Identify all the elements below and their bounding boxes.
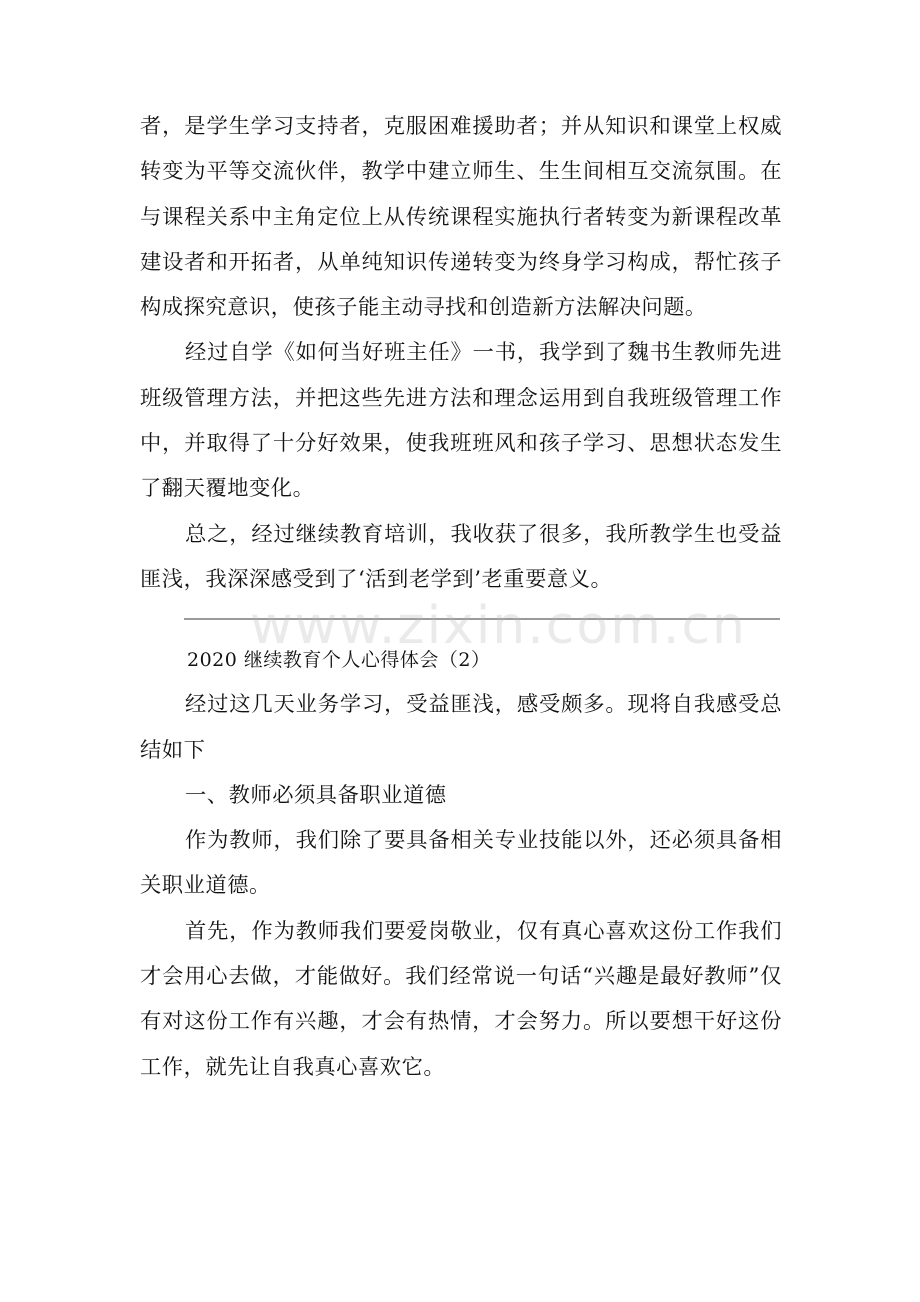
section-divider — [184, 618, 780, 620]
paragraph: 首先，作为教师我们要爱岗敬业，仅有真心喜欢这份工作我们才会用心去做，才能做好。我们经常说一句话“兴趣是最好教师”仅有对这份工作有兴趣，才会有热情，才会努力。所以要想干好这份工作，就先让自我真心喜欢它。 — [140, 918, 782, 1080]
heading-item: 一、教师必须具备职业道德 — [185, 782, 447, 808]
paragraph: 者，是学生学习支持者，克服困难援助者；并从知识和课堂上权威转变为平等交流伙伴，教学中建立师生、生生间相互交流氛围。在与课程关系中主角定位上从传统课程实施执行者转变为新课程改革建设者和开拓者，从单纯知识传递转变为终身学习构成，帮忙孩子构成探究意识，使孩子能主动寻找和创造新方法解决问题。 — [140, 114, 782, 321]
section-title: 2020 继续教育个人心得体会（2） — [187, 649, 491, 672]
paragraph: 总之，经过继续教育培训，我收获了很多，我所教学生也受益匪浅，我深深感受到了‘活到老学到’老重要意义。 — [140, 521, 782, 592]
watermark: www.zixin.com.cn — [250, 596, 747, 656]
paragraph: 经过自学《如何当好班主任》一书，我学到了魏书生教师先进班级管理方法，并把这些先进方法和理念运用到自我班级管理工作中，并取得了十分好效果，使我班班风和孩子学习、思想状态发生了翻天覆地变化。 — [140, 340, 782, 502]
paragraph: 经过这几天业务学习，受益匪浅，感受颇多。现将自我感受总结如下 — [140, 692, 782, 763]
document-body — [140, 104, 782, 1090]
paragraph: 作为教师，我们除了要具备相关专业技能以外，还必须具备相关职业道德。 — [140, 828, 782, 899]
